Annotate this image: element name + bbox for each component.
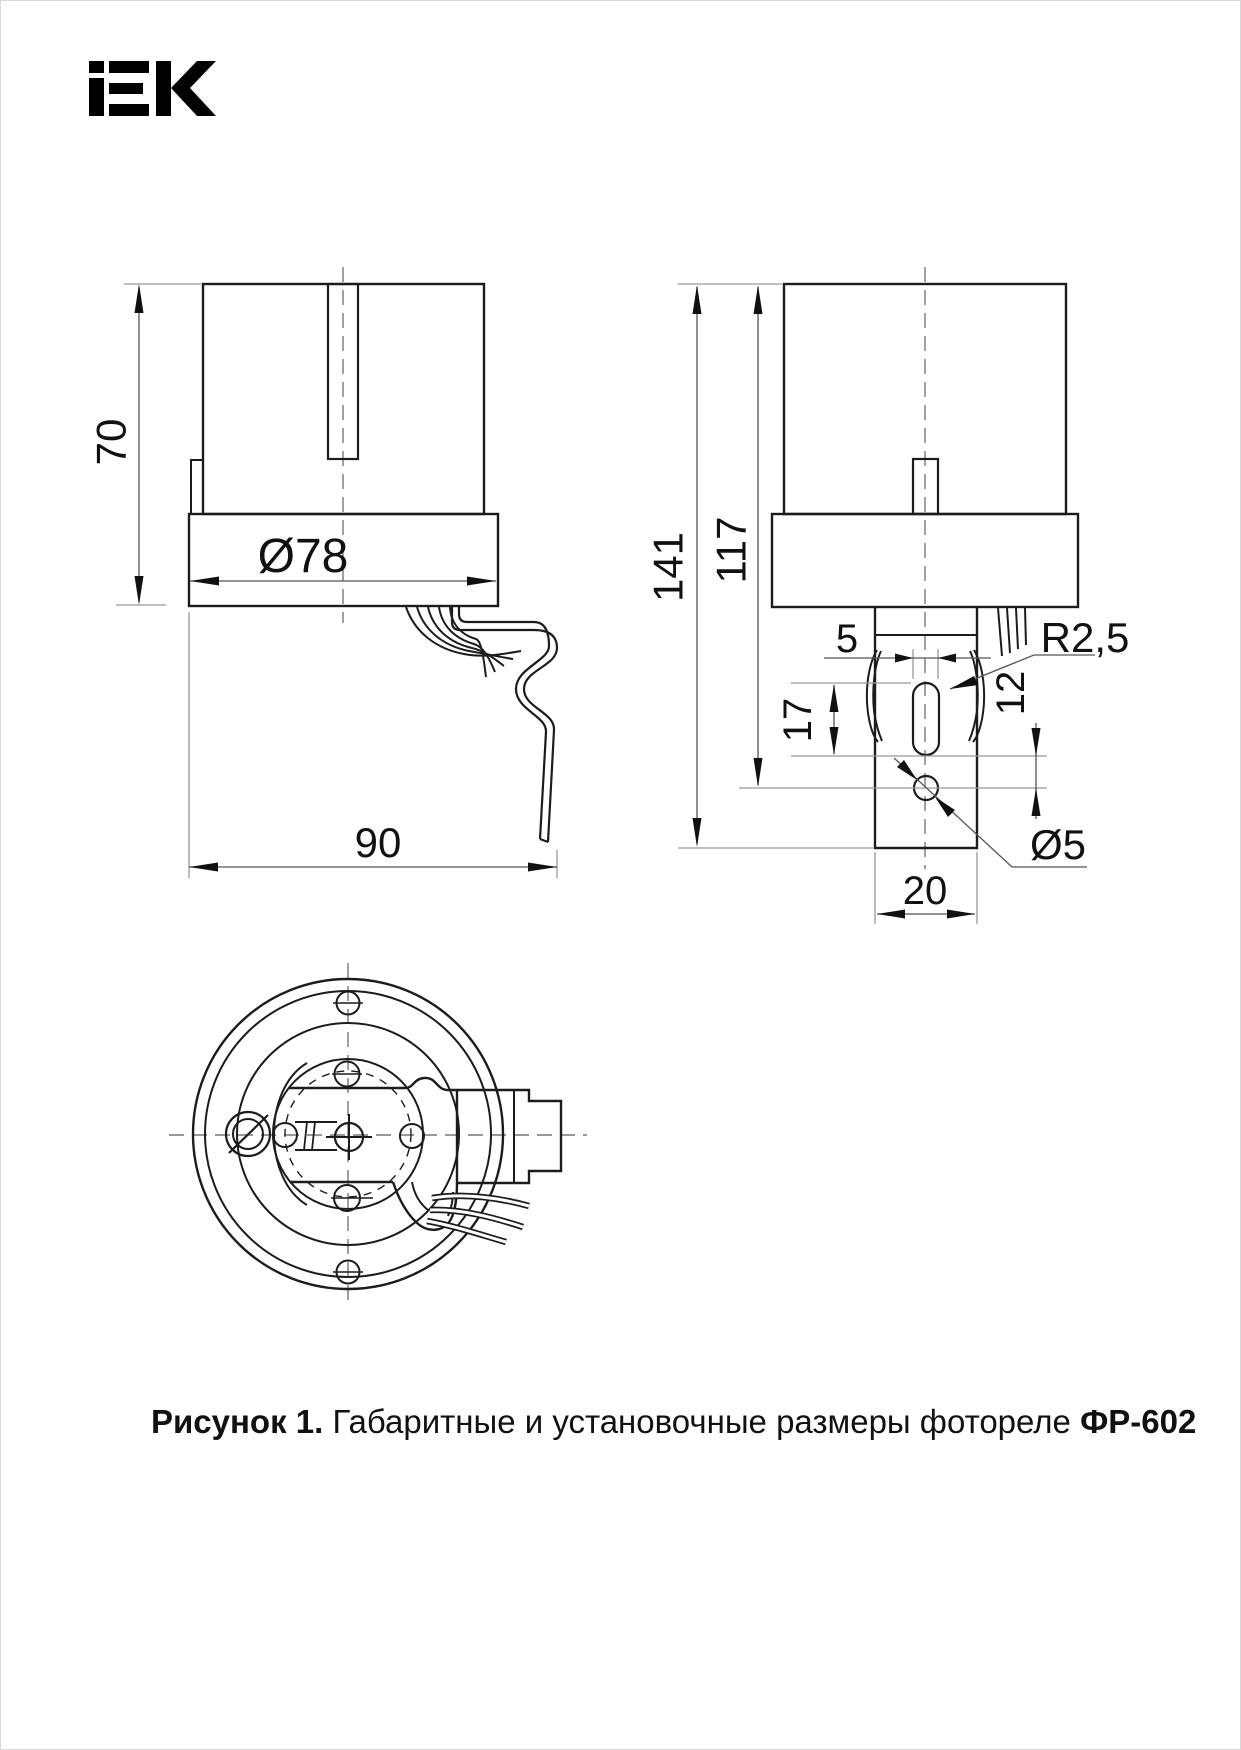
dim-label-side-height-to-hole: 117 — [707, 516, 755, 584]
dim-label-slot-length: 17 — [776, 697, 820, 743]
arrowhead — [877, 910, 905, 919]
front-bracket-tip — [540, 839, 548, 842]
dim-label-slot-to-hole: 12 — [989, 670, 1033, 716]
inner-hole-right — [400, 1124, 424, 1148]
arrowhead — [947, 910, 975, 919]
front-view — [88, 267, 558, 878]
arrowhead — [754, 758, 763, 787]
side-mounting-slot — [913, 683, 939, 755]
arrowhead — [189, 863, 218, 872]
arrowhead — [935, 797, 955, 817]
figure-caption — [151, 1403, 1197, 1441]
front-wires — [406, 607, 521, 677]
front-body-lip — [191, 460, 203, 514]
arrowhead — [830, 684, 839, 712]
front-bracket-inner — [459, 607, 549, 839]
arrowhead — [528, 863, 557, 872]
connector-outline — [457, 1090, 561, 1183]
bottom-view — [169, 963, 587, 1308]
side-bracket-strip — [875, 607, 977, 848]
dim-label-slot-end-radius: R2,5 — [1040, 614, 1130, 661]
arrowhead — [950, 676, 978, 689]
arrowhead — [754, 285, 763, 314]
dim-label-hole-diameter: Ø5 — [1029, 821, 1087, 868]
center-screw — [326, 1114, 372, 1160]
arrowhead — [467, 577, 496, 586]
figure-caption-text: Габаритные и установочные размеры фотореле — [323, 1403, 1081, 1440]
figure-caption-model: ФР-602 — [1080, 1403, 1197, 1440]
arrowhead — [135, 576, 144, 605]
arrowhead — [895, 654, 913, 663]
arrowhead — [693, 285, 702, 314]
dim-label-front-height: 70 — [87, 418, 135, 466]
side-wires — [998, 608, 1026, 656]
adjuster-screw — [226, 1112, 270, 1156]
arrowhead — [1032, 788, 1041, 816]
figure-caption-label: Рисунок 1. — [151, 1403, 324, 1440]
arrowhead — [135, 284, 144, 313]
dim-label-flange-diameter: Ø78 — [257, 530, 349, 583]
side-view — [645, 267, 1130, 924]
dim-label-bracket-width: 20 — [902, 869, 948, 913]
dim-label-slot-width: 5 — [835, 617, 859, 661]
arrowhead — [693, 818, 702, 847]
arrowhead — [190, 577, 219, 586]
wire-grommet-inner — [412, 1182, 428, 1210]
arrowhead — [938, 654, 956, 663]
technical-drawing — [1, 1, 1241, 1750]
dim-label-front-width: 90 — [354, 819, 402, 866]
arrowhead — [1032, 728, 1041, 756]
bottom-left-arc — [274, 1063, 307, 1205]
arrowhead — [830, 727, 839, 755]
dim-label-side-total-height: 141 — [644, 531, 692, 603]
inner-hole-top — [332, 1062, 362, 1087]
